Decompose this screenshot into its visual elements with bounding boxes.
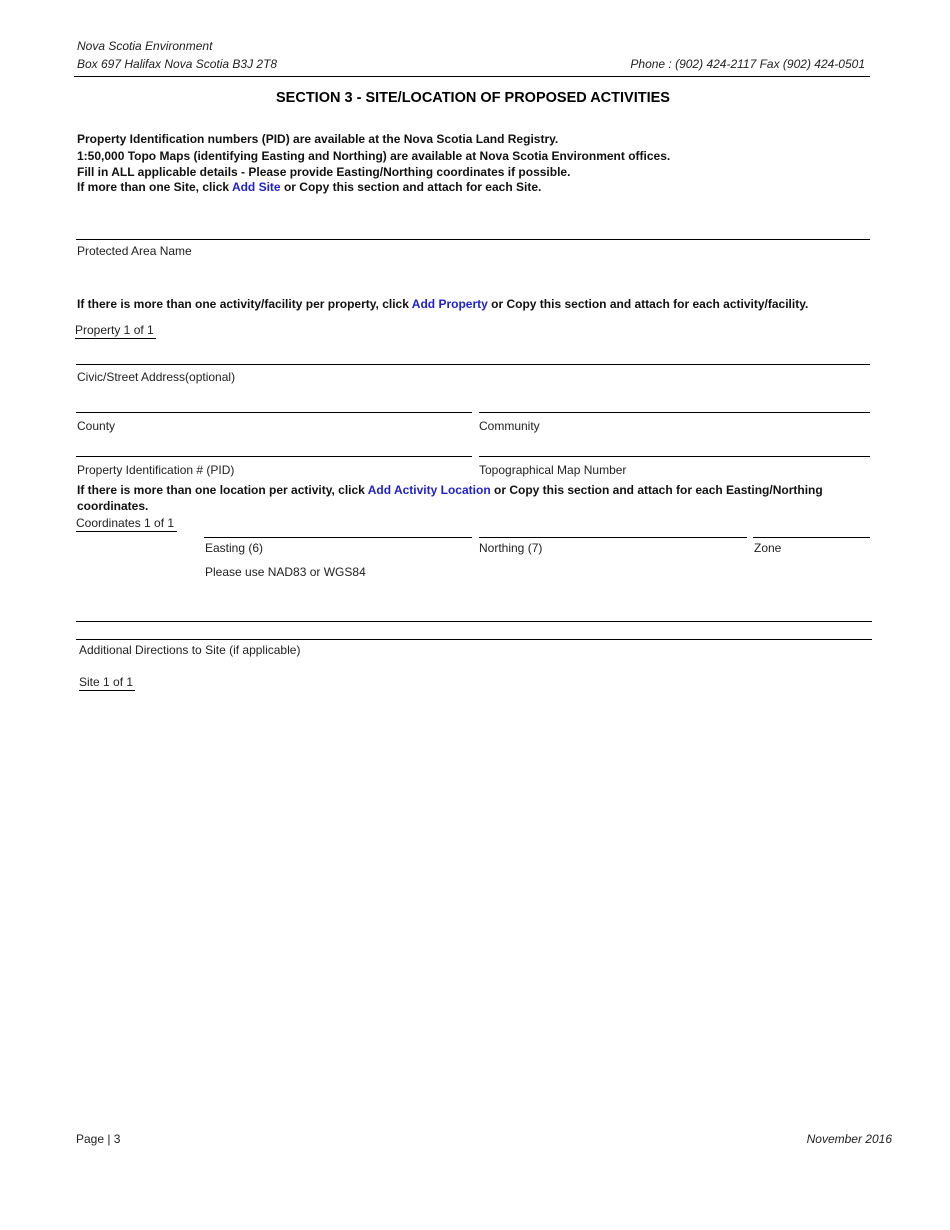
property-counter: Property 1 of 1 (75, 323, 154, 337)
community-input[interactable] (480, 391, 872, 413)
add-site-link[interactable]: Add Site (231, 180, 281, 194)
directions-label: Additional Directions to Site (if applicable) (79, 643, 301, 657)
protected-area-input[interactable] (77, 218, 871, 240)
property-note (77, 297, 808, 311)
civic-address-label: Civic/Street Address(optional) (77, 370, 236, 384)
easting-line (204, 537, 472, 538)
directions-top-line (76, 621, 872, 622)
datum-note: Please use NAD83 or WGS84 (205, 565, 366, 579)
org-name: Nova Scotia Environment (77, 39, 213, 53)
intro-line-4-pre: If more than one Site, click (77, 180, 232, 194)
civic-address-input[interactable] (77, 343, 871, 365)
county-label: County (77, 419, 116, 433)
section-title: SECTION 3 - SITE/LOCATION OF PROPOSED ACTIVITIES (276, 90, 670, 106)
topo-map-line (479, 456, 870, 457)
zone-line (753, 537, 870, 538)
add-activity-location-link[interactable]: Add Activity Location (367, 483, 491, 497)
county-input[interactable] (77, 391, 473, 413)
topo-map-input[interactable] (480, 435, 872, 457)
footer-date: November 2016 (806, 1132, 892, 1146)
location-note-line-2: coordinates. (77, 499, 149, 513)
pid-input[interactable] (77, 435, 473, 457)
zone-label: Zone (754, 541, 782, 555)
location-note (77, 483, 823, 497)
protected-area-label: Protected Area Name (77, 244, 192, 258)
location-note-post: or Copy this section and attach for each Easting/Northing (490, 483, 823, 497)
intro-line-1: Property Identification numbers (PID) are available at the Nova Scotia Land Registry. (77, 132, 559, 146)
protected-area-line (76, 239, 870, 240)
northing-label: Northing (7) (479, 541, 543, 555)
coordinates-counter: Coordinates 1 of 1 (76, 516, 177, 532)
org-contact: Phone : (902) 424-2117 Fax (902) 424-0501 (630, 57, 865, 71)
intro-line-3: Fill in ALL applicable details - Please provide Easting/Northing coordinates if possible. (77, 165, 571, 179)
page-number: Page | 3 (76, 1132, 121, 1146)
org-address: Box 697 Halifax Nova Scotia B3J 2T8 (77, 57, 278, 71)
property-note-pre: If there is more than one activity/facility per property, click (77, 297, 412, 311)
directions-line (76, 639, 872, 640)
add-property-link[interactable]: Add Property (411, 297, 488, 311)
community-label: Community (479, 419, 540, 433)
intro-line-4-post: or Copy this section and attach for each Site. (280, 180, 542, 194)
zone-input[interactable] (754, 516, 872, 538)
easting-label: Easting (6) (205, 541, 264, 555)
county-line (76, 412, 472, 413)
location-note-pre: If there is more than one location per activity, click (77, 483, 368, 497)
pid-line (76, 456, 472, 457)
site-counter: Site 1 of 1 (79, 675, 134, 689)
pid-label: Property Identification # (PID) (77, 463, 235, 477)
topo-map-label: Topographical Map Number (479, 463, 627, 477)
easting-input[interactable] (205, 516, 473, 538)
property-note-post: or Copy this section and attach for each activity/facility. (487, 297, 809, 311)
civic-address-line (76, 364, 870, 365)
header-divider (74, 76, 870, 77)
additional-directions-input[interactable] (77, 600, 873, 622)
northing-input[interactable] (480, 516, 748, 538)
intro-line-4 (77, 180, 541, 194)
community-line (479, 412, 870, 413)
northing-line (479, 537, 747, 538)
intro-line-2: 1:50,000 Topo Maps (identifying Easting and Northing) are available at Nova Scotia Environment offices. (77, 149, 671, 163)
